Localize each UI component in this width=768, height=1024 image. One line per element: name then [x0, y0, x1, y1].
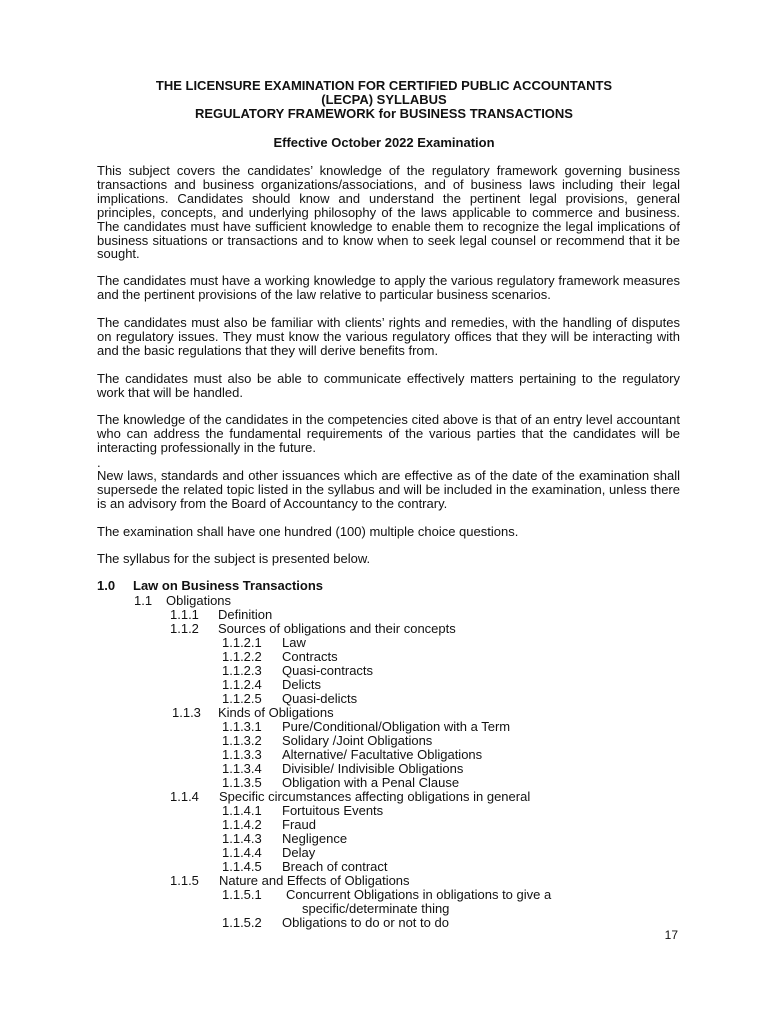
outline-item: 1.1.3 Kinds of Obligations: [172, 705, 334, 720]
outline-item: 1.1.2.4 Delicts: [222, 677, 322, 692]
outline-item: 1.1.2.5 Quasi-delicts: [222, 691, 358, 706]
communication-paragraph: The candidates must also be able to communicate effectively matters pertaining to the regulatory work that will be handled.: [97, 371, 680, 400]
syllabus-intro-paragraph: The syllabus for the subject is presented below.: [97, 551, 371, 566]
title-line-1: THE LICENSURE EXAMINATION FOR CERTIFIED PUBLIC ACCOUNTANTS: [155, 78, 613, 93]
outline-item: 1.1.1 Definition: [170, 607, 273, 622]
page-number: 17: [664, 928, 678, 942]
outline-item: 1.1.5.2 Obligations to do or not to do: [222, 915, 449, 930]
intro-paragraph: This subject covers the candidates’ knowledge of the regulatory framework governing business transactions and business organizations/associations, and of business laws including their legal implications. Candidates should know and understand the pertinent legal provisions, general principles, concepts, and underlying philosophy of the laws applicable to commerce and business. The candidates must have sufficient knowledge to enable them to recognize the legal implications of business situations or transactions and to know when to seek legal counsel or recommend that it be sought.: [97, 163, 680, 262]
outline-item: 1.1.3.1 Pure/Conditional/Obligation with a Term: [222, 719, 511, 734]
title-line-3: REGULATORY FRAMEWORK for BUSINESS TRANSACTIONS: [195, 106, 573, 121]
outline-item: 1.1.4.5 Breach of contract: [222, 859, 388, 874]
knowledge-paragraph: The candidates must have a working knowledge to apply the various regulatory framework measures and the pertinent provisions of the law relative to particular business scenarios.: [97, 273, 680, 302]
section-title: Law on Business Transactions: [133, 578, 323, 593]
section-heading: [97, 579, 323, 593]
outline-item: 1.1.4.3 Negligence: [222, 831, 348, 846]
new-laws-paragraph: New laws, standards and other issuances which are effective as of the date of the examination shall supersede the related topic listed in the syllabus and will be included in the examination, unless there is an advisory from the Board of Accountancy to the contrary.: [97, 468, 680, 511]
outline-item: 1.1.3.2 Solidary /Joint Obligations: [222, 733, 433, 748]
title-line-2: (LECPA) SYLLABUS: [321, 92, 447, 107]
effective-date: Effective October 2022 Examination: [273, 135, 495, 150]
competency-paragraph: The knowledge of the candidates in the competencies cited above is that of an entry level accountant who can address the fundamental requirements of the various parties that the candidates will be interacting professionally in the future.: [97, 412, 680, 455]
exam-count-paragraph: The examination shall have one hundred (100) multiple choice questions.: [97, 524, 519, 539]
outline-item: 1.1.2 Sources of obligations and their concepts: [170, 621, 456, 636]
outline-item: 1.1.4.1 Fortuitous Events: [222, 803, 384, 818]
outline-item: 1.1.3.4 Divisible/ Indivisible Obligations: [222, 761, 464, 776]
outline-item: 1.1.3.5 Obligation with a Penal Clause: [222, 775, 460, 790]
outline-item: 1.1.3.3 Alternative/ Facultative Obligations: [222, 747, 483, 762]
stray-period: .: [97, 455, 101, 470]
outline-item: 1.1.4 Specific circumstances affecting obligations in general: [170, 789, 531, 804]
outline-item: 1.1.2.1 Law: [222, 635, 306, 650]
outline-item: 1.1.4.2 Fraud: [222, 817, 316, 832]
outline-item: 1.1.2.2 Contracts: [222, 649, 338, 664]
outline-item: 1.1.5 Nature and Effects of Obligations: [170, 873, 410, 888]
outline-item-continuation: specific/determinate thing: [302, 901, 450, 916]
outline-item: 1.1.4.4 Delay: [222, 845, 316, 860]
outline-item: 1.1.2.3 Quasi-contracts: [222, 663, 374, 678]
outline-item: 1.1 Obligations: [134, 593, 232, 608]
familiarity-paragraph: The candidates must also be familiar with clients’ rights and remedies, with the handling of disputes on regulatory issues. They must know the various regulatory offices that they will be interacting with and the basic regulations that they will derive benefits from.: [97, 315, 680, 358]
document-header: [0, 79, 768, 121]
outline-item: 1.1.5.1 Concurrent Obligations in obligations to give a: [222, 887, 552, 902]
section-number: 1.0: [97, 578, 116, 593]
